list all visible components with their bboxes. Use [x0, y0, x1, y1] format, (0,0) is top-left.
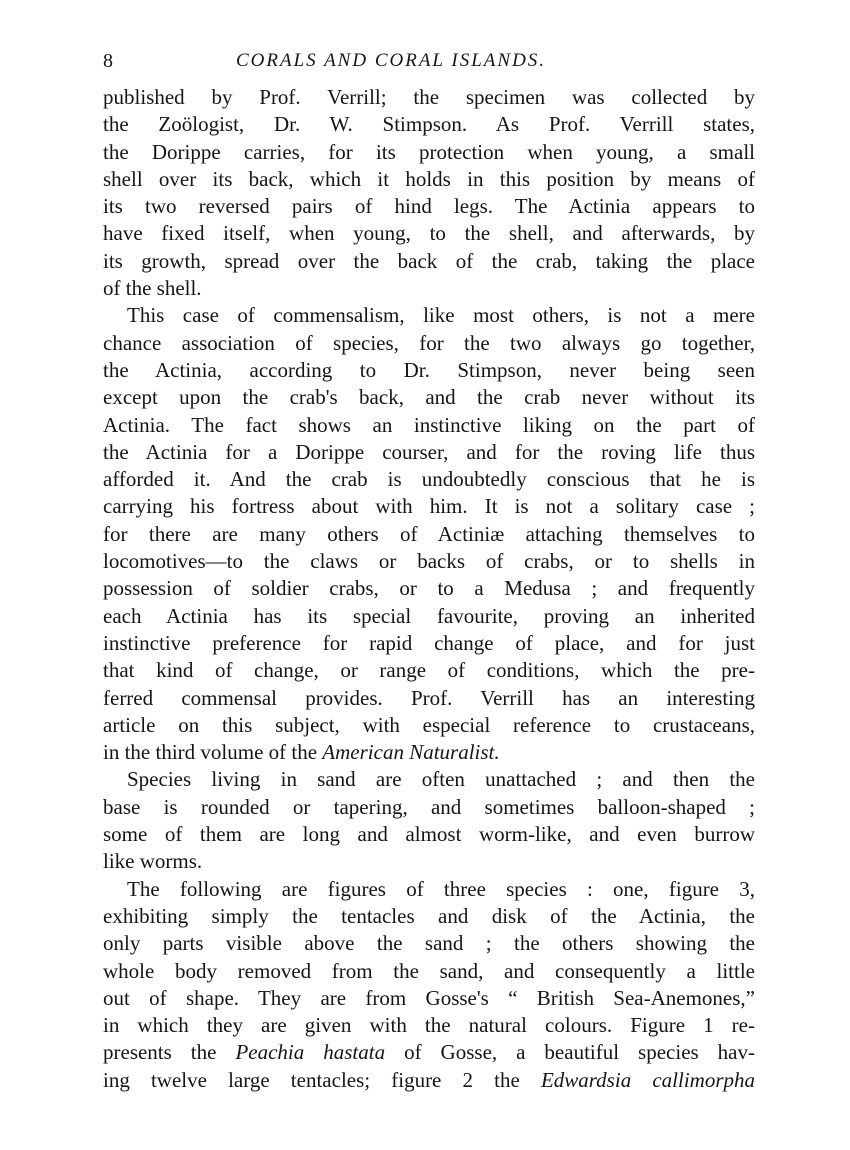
- text-line: [103, 1039, 755, 1066]
- text-line: [103, 739, 755, 766]
- text-line: chance association of species, for the two always go together,: [103, 330, 755, 355]
- text-line: instinctive preference for rapid change of place, and for just: [103, 630, 755, 655]
- text-line: afforded it. And the crab is undoubtedly conscious that he is: [103, 467, 755, 492]
- text-line: possession of soldier crabs, or to a Medusa ; and frequently: [103, 576, 755, 601]
- text-line: that kind of change, or range of conditions, which the pre-: [103, 658, 755, 683]
- paragraph-1: [103, 84, 755, 302]
- text-line: Species living in sand are often unattached ; and then the: [127, 767, 755, 792]
- text-line: for there are many others of Actiniæ attaching themselves to: [103, 521, 755, 546]
- text-line: The following are figures of three species : one, figure 3,: [127, 876, 755, 901]
- text-line: except upon the crab's back, and the crab never without its: [103, 385, 755, 410]
- text-line: have fixed itself, when young, to the shell, and afterwards, by: [103, 221, 755, 246]
- journal-title: American Naturalist.: [322, 740, 500, 765]
- text-line: carrying his fortress about with him. It is not a solitary case ;: [103, 494, 755, 519]
- text-line: shell over its back, which it holds in this position by means of: [103, 166, 755, 191]
- running-head: [0, 46, 850, 76]
- text-line: only parts visible above the sand ; the others showing the: [103, 931, 755, 956]
- text-line: of the shell.: [103, 276, 202, 301]
- text-run: of Gosse, a beautiful species hav-: [385, 1040, 755, 1065]
- text-run: in the third volume of the: [103, 740, 323, 765]
- text-line: each Actinia has its special favourite, proving an inherited: [103, 603, 755, 628]
- species-name: Peachia hastata: [235, 1040, 386, 1065]
- text-run: ing twelve large tentacles; figure 2 the: [103, 1067, 541, 1092]
- text-line: article on this subject, with especial reference to crustaceans,: [103, 712, 755, 737]
- text-line: exhibiting simply the tentacles and disk of the Actinia, the: [103, 903, 755, 928]
- species-name: Edwardsia callimorpha: [540, 1067, 755, 1092]
- text-line: published by Prof. Verrill; the specimen was collected by: [103, 85, 755, 109]
- text-line: locomotives—to the claws or backs of crabs, or to shells in: [103, 549, 755, 574]
- text-line: in which they are given with the natural colours. Figure 1 re-: [103, 1013, 755, 1038]
- text-line: [103, 1067, 755, 1094]
- text-line: the Actinia for a Dorippe courser, and for the roving life thus: [103, 439, 755, 464]
- text-line: the Actinia, according to Dr. Stimpson, never being seen: [103, 357, 755, 382]
- text-line: its two reversed pairs of hind legs. The Actinia appears to: [103, 194, 755, 219]
- text-line: ferred commensal provides. Prof. Verrill has an interesting: [103, 685, 755, 710]
- text-line: out of shape. They are from Gosse's “ British Sea-Anemones,”: [103, 985, 755, 1010]
- body-text: [103, 84, 755, 1094]
- text-line: base is rounded or tapering, and sometimes balloon-shaped ;: [103, 794, 755, 819]
- paragraph-4: [103, 876, 755, 1094]
- text-run: presents the: [103, 1040, 236, 1065]
- text-line: like worms.: [103, 849, 203, 874]
- text-line: the Zoölogist, Dr. W. Stimpson. As Prof. Verrill states,: [103, 112, 755, 137]
- running-title: CORALS AND CORAL ISLANDS.: [236, 50, 547, 71]
- text-line: some of them are long and almost worm-like, and even burrow: [103, 822, 755, 847]
- text-line: whole body removed from the sand, and consequently a little: [103, 958, 755, 983]
- text-line: This case of commensalism, like most others, is not a mere: [127, 303, 755, 328]
- text-line: its growth, spread over the back of the crab, taking the place: [103, 248, 755, 273]
- paragraph-2: [103, 302, 755, 766]
- text-line: Actinia. The fact shows an instinctive liking on the part of: [103, 412, 755, 437]
- page-number: 8: [103, 50, 113, 72]
- text-line: the Dorippe carries, for its protection when young, a small: [103, 139, 755, 164]
- paragraph-3: [103, 766, 755, 875]
